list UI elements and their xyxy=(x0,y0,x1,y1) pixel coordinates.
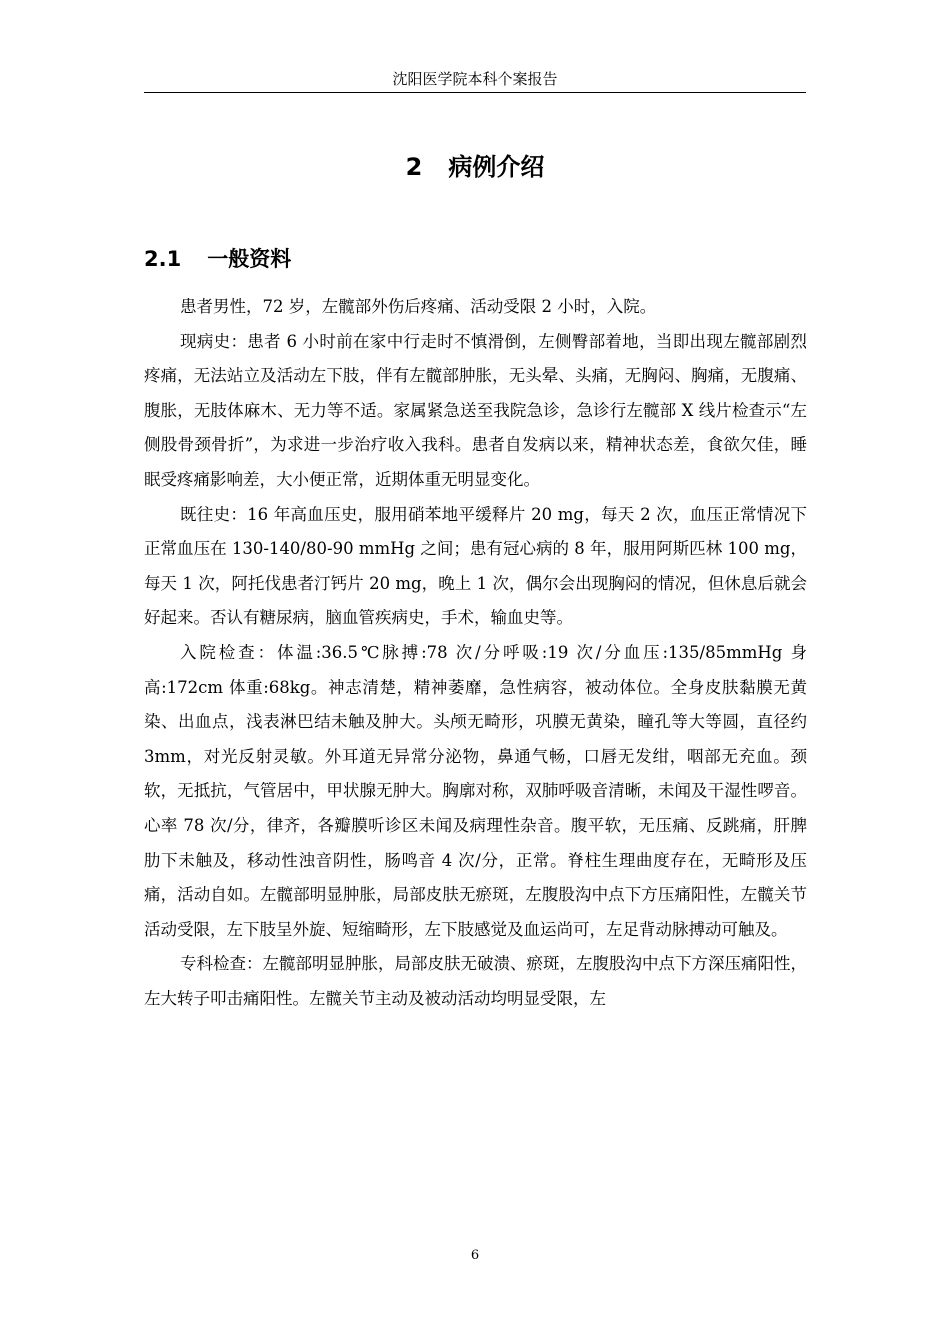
page-number: 6 xyxy=(470,1248,480,1263)
paragraph-admission-exam: 入院检查：体温:36.5℃脉搏:78 次/分呼吸:19 次/分血压:135/85mmHg 身高:172cm 体重:68kg。神志清楚，精神萎靡，急性病容，被动体位。全身皮肤黏膜无黄染、出血点，浅表淋巴结未触及肿大。头颅无畸形，巩膜无黄染，瞳孔等大等圆，直径约 3mm，对光反射灵敏。外耳道无异常分泌物，鼻通气畅，口唇无发绀，咽部无充血。颈软，无抵抗，气管居中，甲状腺无肿大。胸廓对称，双肺呼吸音清晰，未闻及干湿性啰音。心率 78 次/分，律齐，各瓣膜听诊区未闻及病理性杂音。腹平软，无压痛、反跳痛，肝脾肋下未触及，移动性浊音阴性，肠鸣音 4 次/分，正常。脊柱生理曲度存在，无畸形及压痛，活动自如。左髋部明显肿胀，局部皮肤无瘀斑，左腹股沟中点下方压痛阳性，左髋关节活动受限，左下肢呈外旋、短缩畸形，左下肢感觉及血运尚可，左足背动脉搏动可触及。 xyxy=(144,642,807,939)
chapter-title: 病例介绍 xyxy=(448,153,545,181)
section-number: 2.1 xyxy=(144,247,182,271)
section-heading xyxy=(144,243,291,275)
page-header xyxy=(144,66,806,93)
paragraph-present-illness: 现病史：患者 6 小时前在家中行走时不慎滑倒，左侧臀部着地，当即出现左髋部剧烈疼痛，无法站立及活动左下肢，伴有左髋部肿胀，无头晕、头痛，无胸闷、胸痛，无腹痛、腹胀，无肢体麻木、无力等不适。家属紧急送至我院急诊，急诊行左髋部 X 线片检查示“左侧股骨颈骨折”，为求进一步治疗收入我科。患者自发病以来，精神状态差，食欲欠佳，睡眠受疼痛影响差，大小便正常，近期体重无明显变化。 xyxy=(144,331,807,489)
paragraph-past-history: 既往史：16 年高血压史，服用硝苯地平缓释片 20 mg，每天 2 次，血压正常情况下正常血压在 130-140/80-90 mmHg 之间；患有冠心病的 8 年，服用阿斯匹林 100 mg，每天 1 次，阿托伐患者汀钙片 20 mg，晚上 1 次，偶尔会出现胸闷的情况，但休息后就会好起来。否认有糖尿病，脑血管疾病史，手术，输血史等。 xyxy=(144,504,807,628)
body-text xyxy=(144,290,807,1016)
paragraph-specialist-exam: 专科检查：左髋部明显肿胀，局部皮肤无破溃、瘀斑，左腹股沟中点下方深压痛阳性，左大转子叩击痛阳性。左髋关节主动及被动活动均明显受限，左 xyxy=(144,954,807,1008)
chapter-heading xyxy=(0,149,950,185)
header-title: 沈阳医学院本科个案报告 xyxy=(392,70,558,88)
section-title: 一般资料 xyxy=(207,247,292,271)
paragraph-patient-summary: 患者男性，72 岁，左髋部外伤后疼痛、活动受限 2 小时，入院。 xyxy=(180,297,657,316)
chapter-number: 2 xyxy=(405,153,423,181)
